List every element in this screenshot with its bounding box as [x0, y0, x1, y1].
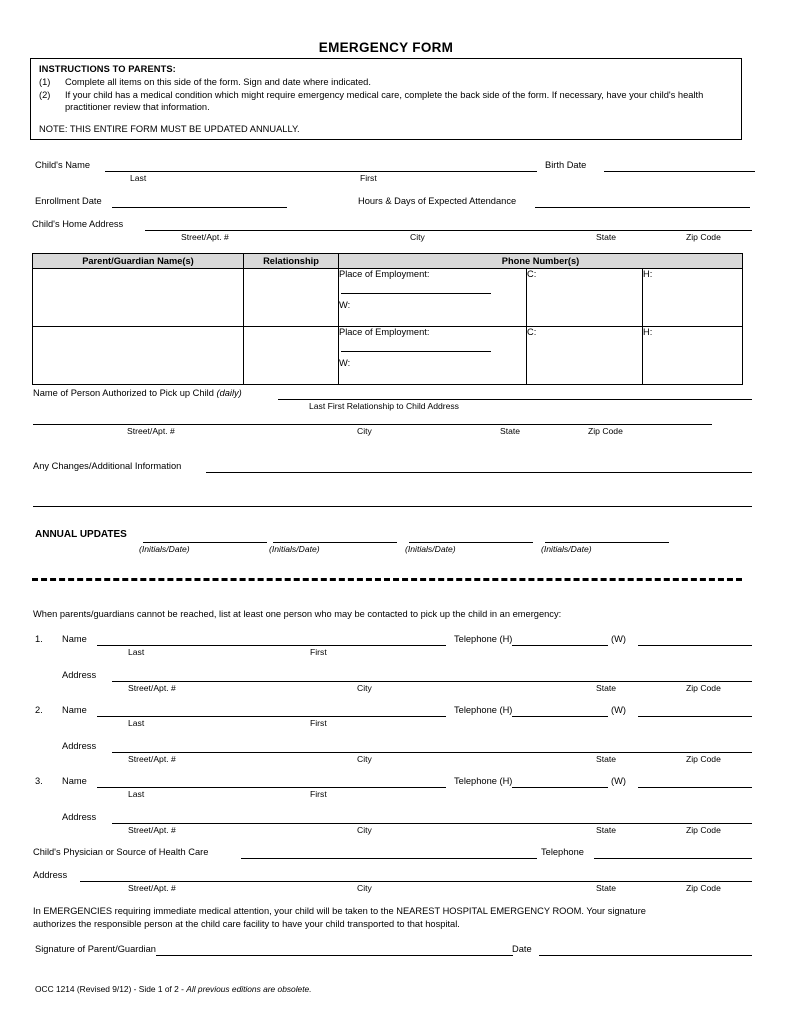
- physician-state-caption: State: [596, 883, 617, 893]
- childs-name-last-caption: Last: [130, 173, 147, 183]
- contact-2-telephone-w-input[interactable]: [638, 716, 752, 717]
- annual-update-input-2[interactable]: [273, 542, 397, 543]
- annual-update-caption-3: (Initials/Date): [405, 544, 456, 554]
- contact-2-last-caption: Last: [128, 718, 145, 728]
- pickup-person-label-text: Name of Person Authorized to Pick up Child: [33, 388, 214, 398]
- contact-3-address-label: Address: [62, 812, 97, 822]
- physician-city-caption: City: [357, 883, 372, 893]
- pickup-person-input[interactable]: [278, 399, 752, 400]
- home-address-input[interactable]: [145, 230, 752, 231]
- contact-1-city-caption: City: [357, 683, 372, 693]
- contact-2-name-label: Name: [62, 705, 87, 715]
- section-divider: [32, 578, 742, 581]
- contact-2-name-input[interactable]: [97, 716, 446, 717]
- guardian-name-cell-2[interactable]: [33, 327, 244, 385]
- place-of-employment-input[interactable]: [341, 293, 491, 294]
- pickup-person-caption: Last First Relationship to Child Address: [309, 401, 459, 411]
- pickup-address-street-caption: Street/Apt. #: [127, 426, 175, 436]
- contact-3-name-label: Name: [62, 776, 87, 786]
- table-header-row: [33, 254, 743, 269]
- contact-1-telephone-h-input[interactable]: [512, 645, 608, 646]
- physician-address-label: Address: [33, 870, 68, 880]
- place-of-employment-label: Place of Employment:: [339, 327, 430, 337]
- table-row: [33, 327, 743, 385]
- contact-1-telephone-h-label: Telephone (H): [454, 634, 513, 644]
- home-address-street-caption: Street/Apt. #: [181, 232, 229, 242]
- instruction-number: (2): [39, 89, 51, 100]
- contact-3-name-input[interactable]: [97, 787, 446, 788]
- instructions-note: NOTE: THIS ENTIRE FORM MUST BE UPDATED ANNUALLY.: [39, 123, 300, 134]
- contact-3-street-caption: Street/Apt. #: [128, 825, 176, 835]
- contact-1-telephone-w-label: (W): [611, 634, 626, 644]
- contact-3-telephone-w-label: (W): [611, 776, 626, 786]
- contact-1-first-caption: First: [310, 647, 327, 657]
- contact-3-telephone-w-input[interactable]: [638, 787, 752, 788]
- contact-3-first-caption: First: [310, 789, 327, 799]
- contact-3-state-caption: State: [596, 825, 617, 835]
- physician-telephone-label: Telephone: [541, 847, 584, 857]
- contact-3-zip-caption: Zip Code: [686, 825, 721, 835]
- contact-2-address-label: Address: [62, 741, 97, 751]
- contact-3-last-caption: Last: [128, 789, 145, 799]
- physician-telephone-input[interactable]: [594, 858, 752, 859]
- pickup-address-input[interactable]: [33, 424, 712, 425]
- contact-1-street-caption: Street/Apt. #: [128, 683, 176, 693]
- header-phone-numbers: Phone Number(s): [339, 254, 743, 269]
- annual-update-input-1[interactable]: [143, 542, 267, 543]
- contact-2-telephone-h-input[interactable]: [512, 716, 608, 717]
- contact-2-telephone-w-label: (W): [611, 705, 626, 715]
- home-address-state-caption: State: [596, 232, 617, 242]
- contact-2-state-caption: State: [596, 754, 617, 764]
- pickup-address-state-caption: State: [500, 426, 521, 436]
- birth-date-input[interactable]: [604, 171, 755, 172]
- header-relationship: Relationship: [244, 254, 339, 269]
- contact-1-zip-caption: Zip Code: [686, 683, 721, 693]
- pickup-person-label: [33, 388, 242, 399]
- childs-name-label: Child's Name: [35, 160, 90, 170]
- pickup-person-daily-note: (daily): [216, 388, 242, 398]
- annual-update-input-3[interactable]: [409, 542, 533, 543]
- enrollment-date-label: Enrollment Date: [35, 196, 102, 206]
- contact-2-address-input[interactable]: [112, 752, 752, 753]
- signature-date-label: Date: [512, 944, 532, 954]
- contact-1-number: 1.: [35, 634, 43, 644]
- contact-3-number: 3.: [35, 776, 43, 786]
- childs-name-input[interactable]: [105, 171, 537, 172]
- physician-input[interactable]: [241, 858, 537, 859]
- contact-1-state-caption: State: [596, 683, 617, 693]
- hours-days-label: Hours & Days of Expected Attendance: [358, 196, 517, 206]
- guardian-name-cell-1[interactable]: [33, 269, 244, 327]
- guardian-employment-cell-2[interactable]: [339, 327, 527, 385]
- emergency-contacts-intro: When parents/guardians cannot be reached, list at least one person who may be contacted to pick up the child in an emergency:: [33, 609, 562, 619]
- birth-date-label: Birth Date: [545, 160, 587, 170]
- contact-3-city-caption: City: [357, 825, 372, 835]
- physician-street-caption: Street/Apt. #: [128, 883, 176, 893]
- place-of-employment-label: Place of Employment:: [339, 269, 430, 279]
- guardian-cell-phone-cell-2[interactable]: C:: [527, 327, 643, 385]
- physician-label: Child's Physician or Source of Health Care: [33, 847, 209, 857]
- contact-2-zip-caption: Zip Code: [686, 754, 721, 764]
- emergency-statement-line-2: authorizes the responsible person at the child care facility to have your child transported to that hospital.: [33, 919, 460, 929]
- guardian-relationship-cell-2[interactable]: [244, 327, 339, 385]
- instructions-heading: INSTRUCTIONS TO PARENTS:: [39, 64, 176, 74]
- home-address-label: Child's Home Address: [32, 219, 124, 229]
- pickup-address-city-caption: City: [357, 426, 372, 436]
- footer-code: OCC 1214 (Revised 9/12) - Side 1 of 2 -: [35, 984, 187, 994]
- contact-1-address-input[interactable]: [112, 681, 752, 682]
- work-phone-label: W:: [339, 300, 351, 310]
- instruction-item-1: [39, 76, 733, 89]
- contact-1-name-label: Name: [62, 634, 87, 644]
- contact-3-address-input[interactable]: [112, 823, 752, 824]
- signature-date-input[interactable]: [539, 955, 752, 956]
- any-changes-label: Any Changes/Additional Information: [33, 461, 182, 471]
- contact-2-street-caption: Street/Apt. #: [128, 754, 176, 764]
- contact-3-telephone-h-input[interactable]: [512, 787, 608, 788]
- instruction-text: If your child has a medical condition which might require emergency medical care, complete the back side of the form. If necessary, have your child's health practitioner review that information.: [65, 89, 704, 112]
- form-footer: [35, 984, 312, 994]
- contact-1-telephone-w-input[interactable]: [638, 645, 752, 646]
- work-phone-label: W:: [339, 358, 351, 368]
- guardian-employment-cell-1[interactable]: [339, 269, 527, 327]
- physician-address-input[interactable]: [80, 881, 752, 882]
- footer-obsolete-note: All previous editions are obsolete.: [186, 984, 312, 994]
- annual-update-caption-4: (Initials/Date): [541, 544, 592, 554]
- contact-2-city-caption: City: [357, 754, 372, 764]
- header-parent-guardian-names: Parent/Guardian Name(s): [33, 254, 244, 269]
- contact-3-telephone-h-label: Telephone (H): [454, 776, 513, 786]
- annual-update-caption-2: (Initials/Date): [269, 544, 320, 554]
- annual-update-caption-1: (Initials/Date): [139, 544, 190, 554]
- emergency-statement-line-1: In EMERGENCIES requiring immediate medical attention, your child will be taken to the NEAREST HOSPITAL EMERGENCY ROOM. Your signature: [33, 906, 646, 916]
- annual-update-input-4[interactable]: [545, 542, 669, 543]
- any-changes-input-line-1[interactable]: [206, 472, 752, 473]
- signature-date-connector: [497, 955, 513, 956]
- hours-days-input[interactable]: [535, 207, 750, 208]
- home-address-city-caption: City: [410, 232, 425, 242]
- guardian-home-phone-cell-1[interactable]: H:: [643, 269, 743, 327]
- contact-2-telephone-h-label: Telephone (H): [454, 705, 513, 715]
- parent-guardian-table: [32, 253, 743, 385]
- any-changes-input-line-2[interactable]: [33, 506, 752, 507]
- pickup-address-zip-caption: Zip Code: [588, 426, 623, 436]
- contact-1-address-label: Address: [62, 670, 97, 680]
- instruction-text: Complete all items on this side of the form. Sign and date where indicated.: [65, 77, 371, 87]
- page-title: EMERGENCY FORM: [318, 40, 454, 55]
- childs-name-first-caption: First: [360, 173, 377, 183]
- annual-updates-label: ANNUAL UPDATES: [35, 529, 127, 540]
- contact-1-name-input[interactable]: [97, 645, 446, 646]
- instruction-item-2: [39, 89, 733, 114]
- guardian-home-phone-cell-2[interactable]: H:: [643, 327, 743, 385]
- physician-zip-caption: Zip Code: [686, 883, 721, 893]
- home-address-zip-caption: Zip Code: [686, 232, 721, 242]
- table-row: [33, 269, 743, 327]
- guardian-relationship-cell-1[interactable]: [244, 269, 339, 327]
- enrollment-date-input[interactable]: [112, 207, 287, 208]
- place-of-employment-input[interactable]: [341, 351, 491, 352]
- signature-label: Signature of Parent/Guardian: [35, 944, 156, 954]
- instruction-number: (1): [39, 77, 51, 87]
- instructions-box: [30, 58, 742, 140]
- contact-2-first-caption: First: [310, 718, 327, 728]
- signature-input[interactable]: [156, 955, 497, 956]
- guardian-cell-phone-cell-1[interactable]: C:: [527, 269, 643, 327]
- contact-2-number: 2.: [35, 705, 43, 715]
- contact-1-last-caption: Last: [128, 647, 145, 657]
